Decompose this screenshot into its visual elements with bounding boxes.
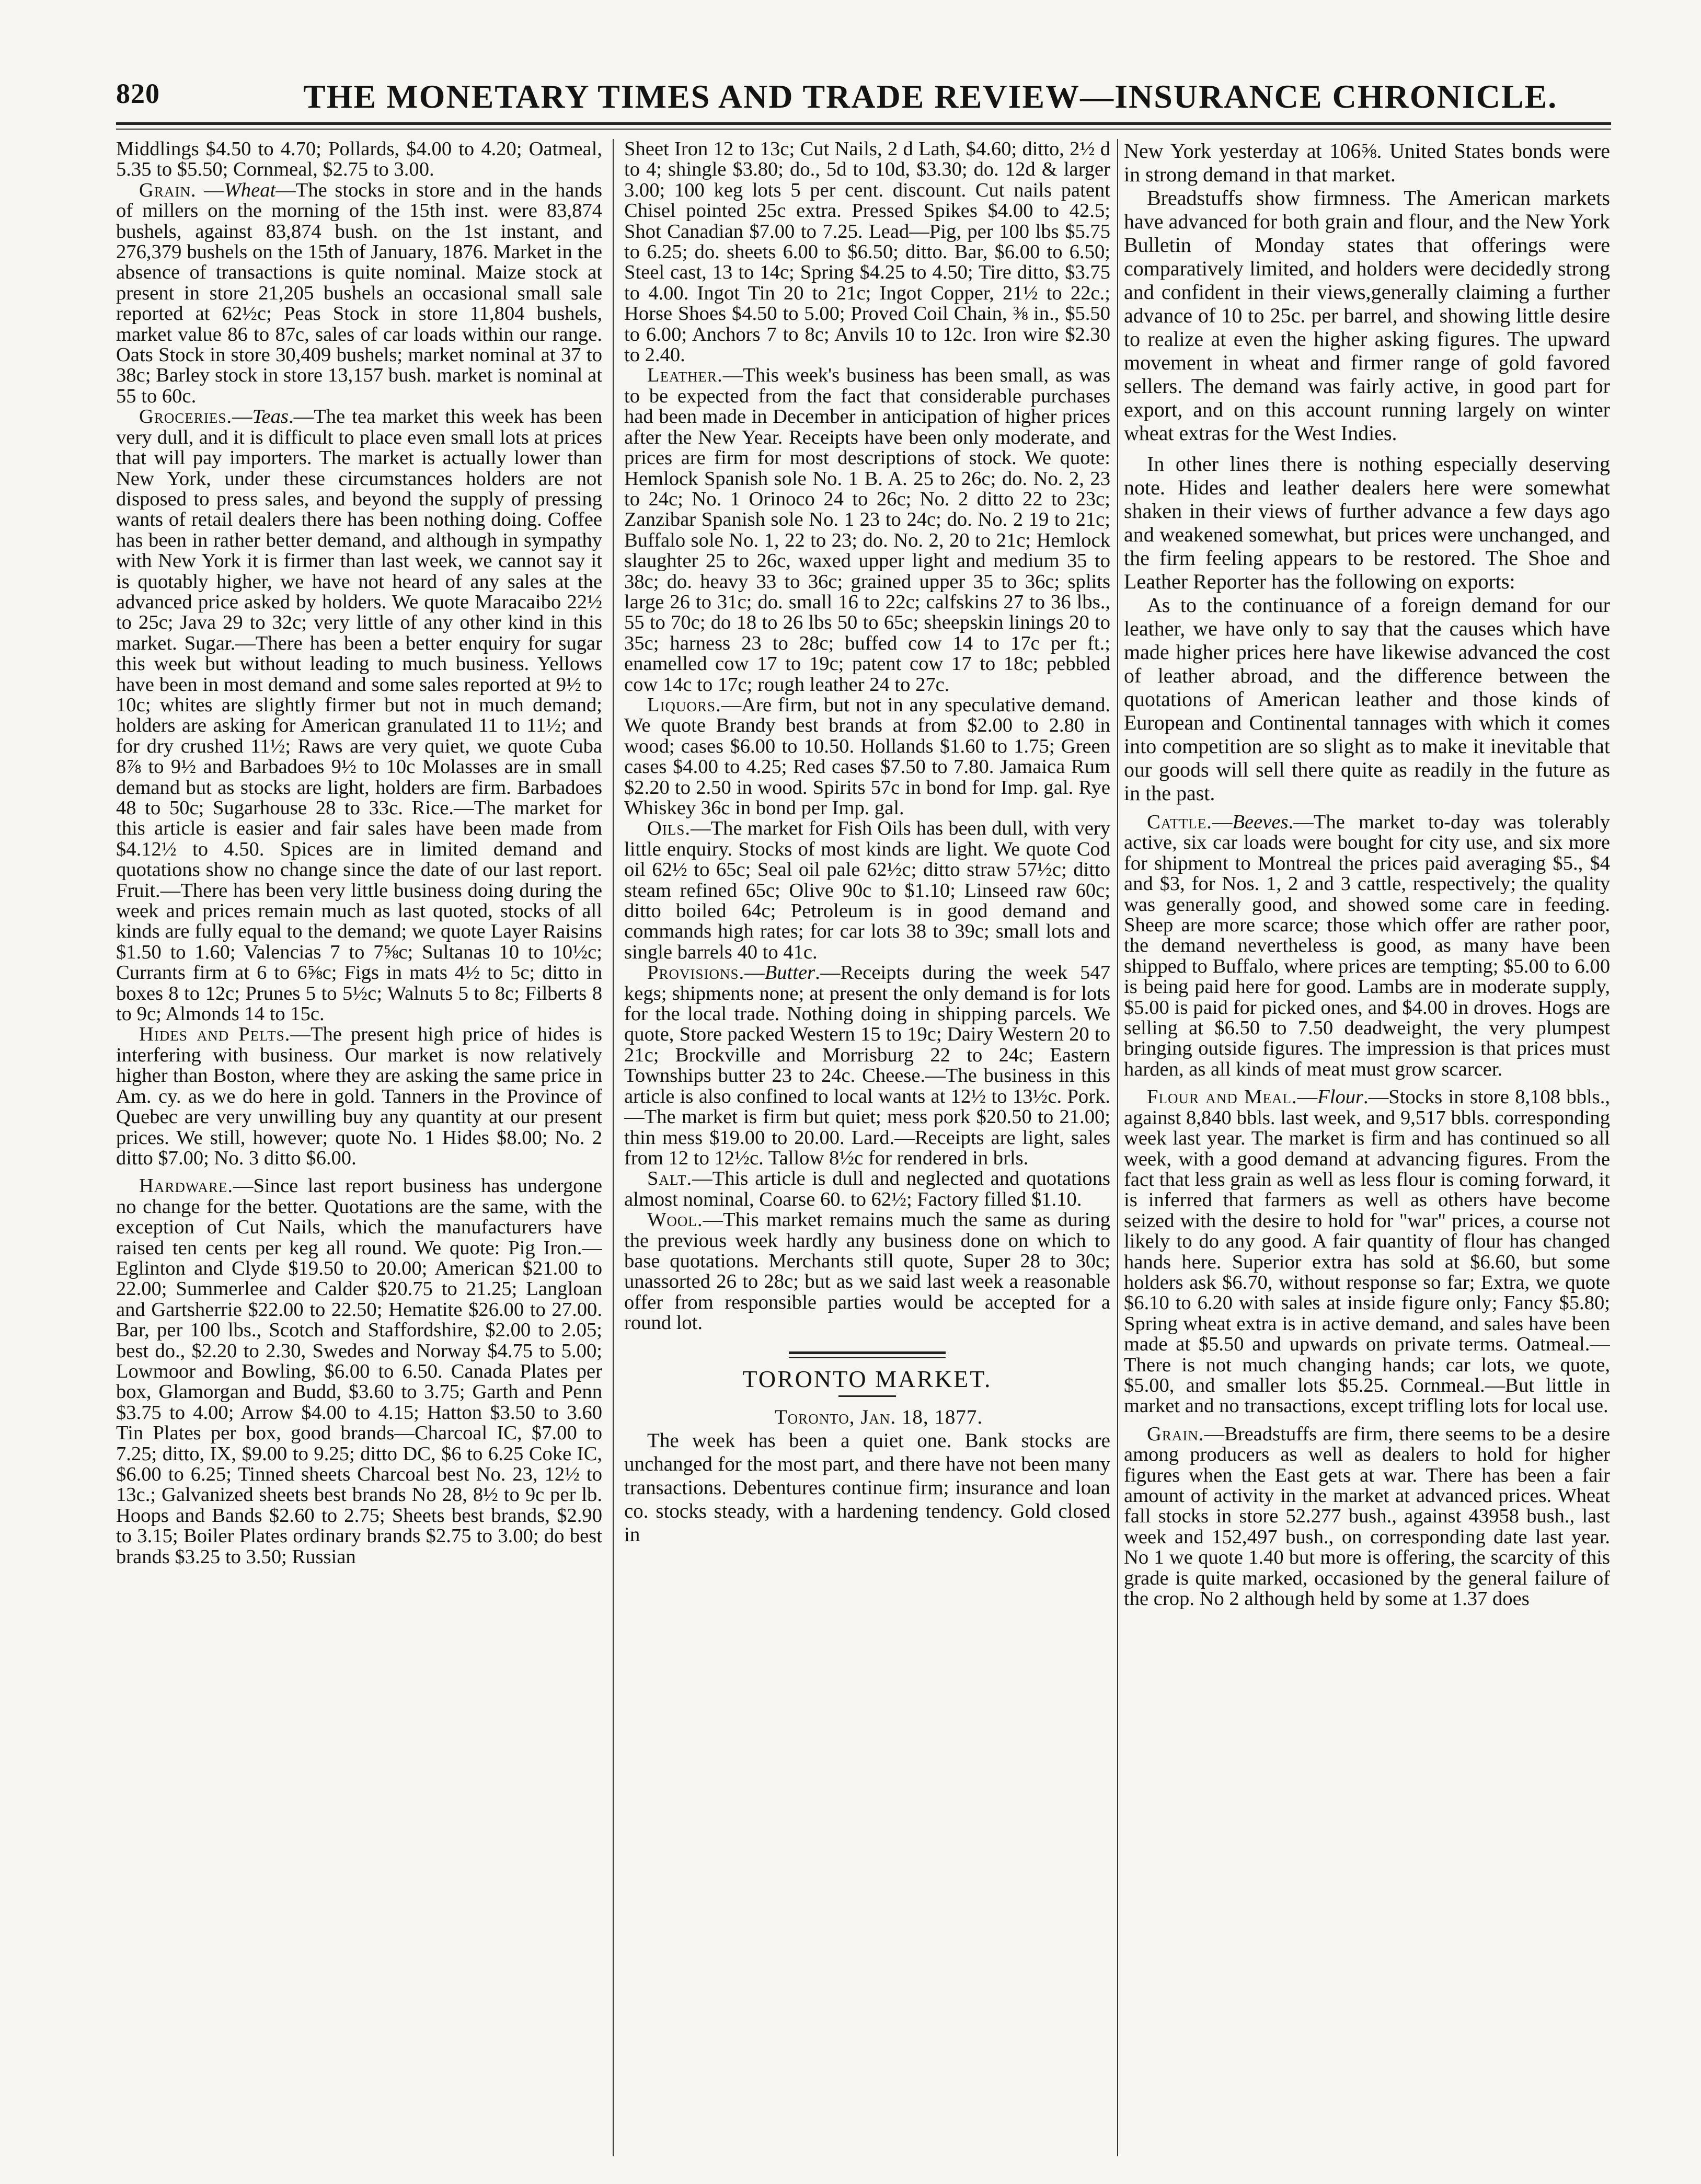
subsection-label-butter: Butter bbox=[764, 962, 815, 984]
paragraph-provisions: Provisions.—Butter.—Receipts during the week 547 kegs; shipments none; at present the only demand is for lots for the local trade. Nothing doing in shipping parcels. We quote, Store packed Western 15 to 19c; Dairy Western 20 to 21c; Brockville and Morrisburg 22 to 24c; Eastern Townships butter 23 to 24c. Cheese.—The business in this article is also confined to local wants at 12½ to 13½c. Pork.—The market is firm but quiet; mess pork $20.50 to 21.00; thin mess $19.00 to 20.00. Lard.—Receipts are light, sales from 12 to 12½c. Tallow 8½c for rendered in brls. bbox=[624, 962, 1110, 1169]
grain-text: —The stocks in store and in the hands of millers on the morning of the 15th inst. were 83,874 bushels, against 83,874 bush. on the 1st instant, and 276,379 bushels on the 15th of January, 1876. Market in the absence of transactions is quite nominal. Maize stock at present in store 21,205 bushels an occasional small sale reported at 62½c; Peas Stock in store 11,804 bushels, market value 86 to 87c, sales of car loads within our range. Oats Stock in store 30,409 bushels; market nominal at 37 to 38c; Barley stock in store 13,157 bush. market is nominal at 55 to 60c. bbox=[116, 179, 602, 407]
running-head-title: THE MONETARY TIMES AND TRADE REVIEW—INSURANCE CHRONICLE. bbox=[303, 78, 1558, 115]
column-left bbox=[116, 139, 602, 2156]
paragraph-other-lines: In other lines there is nothing especially deserving note. Hides and leather dealers here were somewhat shaken in their views of further advance a few days ago and weakened somewhat, but prices were unchanged, and the firm feeling appears to be restored. The Shoe and Leather Reporter has the following on exports: bbox=[1124, 452, 1610, 593]
section-label-wool: Wool. bbox=[647, 1209, 703, 1231]
subsection-label-wheat: Wheat bbox=[224, 179, 276, 201]
column-divider-left bbox=[613, 139, 614, 2156]
flour-text: —Stocks in store 8,108 bbls., against 8,840 bbls. last week, and 9,517 bbls. corresponding week last year. The market is firm and has continued so all week, with a good demand at advancing figures. From the fact that less grain as well as less flour is coming forward, it is inferred that farmers as well as others have become seized with the desire to hold for "war" prices, a course not likely to do any good. A fair quantity of flour has changed hands here. Superior extra has sold at $6.60, but some holders ask $6.70, without response so far; Extra, we quote $6.10 to 6.20 with sales at inside figure only; Fancy $5.80; Spring wheat extra is in active demand, and sales have been made at $5.50 and upwards on private terms. Oatmeal.—There is not much changing hands; car lots, we quote, $5.00, and smaller lots $5.25. Cornmeal.—But little in market and no transactions, except trifling lots for local use. bbox=[1124, 1086, 1610, 1417]
wool-text: —This market remains much the same as during the previous week hardly any business done on which to base quotations. Merchants still quote, Super 28 to 30c; unassorted 26 to 28c; but as we said last week a reasonable offer from responsible parties would be accepted for a round lot. bbox=[624, 1209, 1110, 1334]
section-label-grain-toronto: Grain. bbox=[1147, 1423, 1204, 1445]
paragraph-gold-bonds: New York yesterday at 106⅝. United States bonds were in strong demand in that market. bbox=[1124, 139, 1610, 186]
paragraph-grain: Grain. —Wheat—The stocks in store and in the hands of millers on the morning of the 15th inst. were 83,874 bushels, against 83,874 bush. on the 1st instant, and 276,379 bushels on the 15th of January, 1876. Market in the absence of transactions is quite nominal. Maize stock at present in store 21,205 bushels an occasional small sale reported at 62½c; Peas Stock in store 11,804 bushels, market value 86 to 87c, sales of car loads within our range. Oats Stock in store 30,409 bushels; market nominal at 37 to 38c; Barley stock in store 13,157 bush. market is nominal at 55 to 60c. bbox=[116, 179, 602, 407]
oils-text: —The market for Fish Oils has been dull, with very little enquiry. Stocks of most kinds are light. We quote Cod oil 62½ to 65c; Seal oil pale 62½c; ditto straw 57½c; ditto steam refined 65c; Olive 90c to $1.10; Linseed raw 60c; ditto boiled 64c; Petroleum is in good demand and commands high rates; for car lots 38 to 39c; small lots and single barrels 40 to 41c. bbox=[624, 817, 1110, 963]
section-divider-rule bbox=[789, 1351, 946, 1357]
column-middle bbox=[624, 139, 1110, 2156]
header-rule bbox=[116, 122, 1611, 125]
toronto-dateline: Toronto, Jan. 18, 1877. bbox=[774, 1405, 983, 1428]
header-rule-thin bbox=[116, 129, 1611, 130]
toronto-market-heading: TORONTO MARKET. bbox=[742, 1365, 992, 1392]
paragraph-hides bbox=[116, 1024, 602, 1169]
column-right bbox=[1124, 139, 1610, 2156]
section-label-groceries: Groceries. bbox=[139, 406, 233, 428]
subsection-label-beeves: Beeves bbox=[1232, 811, 1289, 833]
paragraph-hardware bbox=[116, 1176, 602, 1567]
hardware-text: —Since last report business has undergone no change for the better. Quotations are the same, with the exception of Cut Nails, which the manufacturers have raised ten cents per keg all round. We quote: Pig Iron.—Eglinton and Clyde $19.50 to 20.00; American $21.00 to 22.00; Summerlee and Calder $20.75 to 21.25; Langloan and Gartsherrie $22.00 to 22.50; Hematite $26.00 to 27.00. Bar, per 100 lbs., Scotch and Staffordshire, $2.00 to 2.05; best do., $2.20 to 2.30, Swedes and Norway $4.75 to 5.00; Lowmoor and Bowling, $6.00 to 6.50. Canada Plates per box, Glamorgan and Budd, $3.60 to 3.75; Garth and Penn $3.75 to 4.00; Arrow $4.00 to 4.15; Hatton $3.50 to 3.60 Tin Plates per box, good brands—Charcoal IC, $7.00 to 7.25; ditto, IX, $9.00 to 9.25; ditto DC, $6 to 6.25 Coke IC, $6.00 to 6.25; Tinned sheets Charcoal best No. 23, 12½ to 13c.; Galvanized sheets best brands No 28, 8½ to 9c per lb. Hoops and Bands $2.60 to 2.75; Sheets best brands, $2.90 to 3.15; Boiler Plates ordinary brands $2.75 to 3.00; do best brands $3.25 to 3.50; Russian bbox=[116, 1175, 602, 1568]
section-label-flour-meal: Flour and Meal. bbox=[1147, 1086, 1297, 1108]
paragraph-toronto-market: The week has been a quiet one. Bank stocks are unchanged for the most part, and there have not been many transactions. Debentures continue firm; insurance and loan co. stocks steady, with a hardening tendency. Gold closed in bbox=[624, 1429, 1110, 1546]
leather-text: —This week's business has been small, as was to be expected from the fact that considerable purchases had been made in December in anticipation of higher prices after the New Year. Receipts have been only moderate, and prices are firm for most descriptions of stock. We quote: Hemlock Spanish sole No. 1 B. A. 25 to 26c; do. No. 2, 23 to 24c; No. 1 Orinoco 24 to 26c; No. 2 ditto 22 to 23c; Zanzibar Spanish sole No. 1 23 to 24c; do. No. 2 19 to 21c; Buffalo sole No. 1, 22 to 23; do. No. 2, 20 to 21c; Hemlock slaughter 25 to 26c, waxed upper light and medium 35 to 38c; do. heavy 33 to 36c; grained upper 35 to 36c; splits large 26 to 31c; do. small 16 to 22c; calfskins 27 to 36 lbs., 55 to 70c; do 18 to 26 lbs 50 to 65c; sheepskin linings 20 to 35c; harness 23 to 28c; buffed cow 14 to 17c per ft.; enamelled cow 17 to 19c; patent cow 17 to 18c; pebbled cow 14c to 17c; rough leather 24 to 27c. bbox=[624, 364, 1110, 696]
paragraph-toronto-grain bbox=[1124, 1424, 1610, 1610]
paragraph-cattle: Cattle.—Beeves.—The market to-day was tolerably active, six car loads were bought for city use, and six more for shipment to Montreal the prices paid averaging $5., $4 and $3, for Nos. 1, 2 and 3 cattle, respectively; the quality was generally good, and showed some care in feeding. Sheep are more scarce; those which offer are rather poor, the demand nevertheless is good, as many have been shipped to Buffalo, where prices are tempting; $5.00 to 6.00 is being paid here for good. Lambs are in moderate supply, $5.00 is paid for picked ones, and $4.00 in droves. Hogs are selling at $6.50 to 7.50 deadweight, the very plumpest bringing outside figures. The impression is that prices must harden, as all kinds of meat must grow scarcer. bbox=[1124, 811, 1610, 1080]
section-label-hardware: Hardware. bbox=[139, 1175, 234, 1197]
paragraph-leather bbox=[624, 365, 1110, 695]
section-label-hides: Hides and Pelts. bbox=[139, 1023, 291, 1046]
salt-text: —This article is dull and neglected and quotations almost nominal, Coarse 60. to 62½; Factory filled $1.10. bbox=[624, 1168, 1110, 1210]
section-label-provisions: Provisions. bbox=[647, 962, 745, 984]
section-label-cattle: Cattle. bbox=[1147, 811, 1212, 833]
paragraph-mill-feed: Middlings $4.50 to 4.70; Pollards, $4.00 to 4.20; Oatmeal, 5.35 to $5.50; Cornmeal, $2.75 to 3.00. bbox=[116, 139, 602, 181]
section-label-salt: Salt. bbox=[647, 1168, 693, 1190]
subsection-label-flour: Flour bbox=[1317, 1086, 1364, 1108]
hides-text: —The present high price of hides is interfering with business. Our market is now relatively higher than Boston, where they are asking the same price in Am. cy. as we do here in gold. Tanners in the Province of Quebec are very unwilling buy any quantity at our present prices. We still, however; quote No. 1 Hides $8.00; No. 2 ditto $7.00; No. 3 ditto $6.00. bbox=[116, 1023, 602, 1169]
paragraph-breadstuffs: Breadstuffs show firmness. The American markets have advanced for both grain and flour, and the New York Bulletin of Monday states that offerings were comparatively limited, and holders were decidedly strong and confident in their views,generally claiming a further advance of 10 to 25c. per barrel, and showing little desire to realize at even the higher asking figures. The upward movement in wheat and firmer range of gold favored sellers. The demand was fairly active, in good part for export, and on this account running largely on winter wheat extras for the West Indies. bbox=[1124, 186, 1610, 445]
paragraph-wool bbox=[624, 1210, 1110, 1333]
toronto-market-section bbox=[624, 1405, 1110, 1546]
column-divider-right bbox=[1117, 139, 1118, 2156]
section-label-liquors: Liquors. bbox=[647, 694, 721, 716]
section-label-leather: Leather. bbox=[647, 364, 723, 387]
heading-underline bbox=[838, 1395, 896, 1397]
paragraph-salt bbox=[624, 1169, 1110, 1210]
liquors-text: —Are firm, but not in any speculative demand. We quote Brandy best brands at from $2.00 to 2.80 in wood; cases $6.00 to 10.50. Hollands $1.60 to 1.75; Green cases $4.00 to 4.25; Red cases $7.50 to 7.80. Jamaica Rum $2.20 to 2.50 in wood. Spirits 57c in bond for Imp. gal. Rye Whiskey 36c in bond per Imp. gal. bbox=[624, 694, 1110, 819]
subsection-label-teas: Teas bbox=[252, 406, 289, 428]
section-label-oils: Oils. bbox=[647, 817, 691, 840]
paragraph-liquors bbox=[624, 695, 1110, 818]
provisions-text: —Receipts during the week 547 kegs; shipments none; at present the only demand is for lots for the local trade. Nothing doing in shipping parcels. We quote, Store packed Western 15 to 19c; Dairy Western 20 to 21c; Brockville and Morrisburg 22 to 24c; Eastern Townships butter 23 to 24c. Cheese.—The business in this article is also confined to local wants at 12½ to 13½c. Pork.—The market is firm but quiet; mess pork $20.50 to 21.00; thin mess $19.00 to 20.00. Lard.—Receipts are light, sales from 12 to 12½c. Tallow 8½c for rendered in brls. bbox=[624, 962, 1110, 1169]
groceries-text: —The tea market this week has been very dull, and it is difficult to place even small lots at prices that will pay importers. The market is actually lower than New York, under these circumstances holders are not disposed to press sales, and beyond the supply of pressing wants of retail dealers there has been nothing doing. Coffee has been in rather better demand, and although in sympathy with New York it is firmer than last week, we cannot say it is quotably higher, we have not heard of any sales at the advanced price asked by holders. We quote Maracaibo 22½ to 25c; Java 29 to 32c; very little of any other kind in this market. Sugar.—There has been a better enquiry for sugar this week but without leading to much business. Yellows have been in most demand and some sales reported at 9½ to 10c; whites are slightly firmer but not in much demand; holders are asking for American granulated 11 to 11½; and for dry crushed 11½; Raws are very quiet, we quote Cuba 8⅞ to 9½ and Barbadoes 9½ to 10c Molasses are in small demand but as stocks are light, holders are firm. Barbadoes 48 to 50c; Sugarhouse 28 to 33c. Rice.—The market for this article is easier and fair sales have been made from $4.12½ to 4.50. Spices are in limited demand and quotations show no change since the date of our last report. Fruit.—There has been very little business doing during the week and prices remain much as last quoted, stocks of all kinds are fully equal to the demand; we quote Layer Raisins $1.50 to 1.60; Valencias 7 to 7⅝c; Sultanas 10 to 10½c; Currants firm at 6 to 6⅝c; Figs in mats 4½ to 5c; ditto in boxes 8 to 12c; Prunes 5 to 5½c; Walnuts 5 to 8c; Filberts 8 to 9c; Almonds 14 to 15c. bbox=[116, 406, 602, 1025]
section-label-grain: Grain. bbox=[139, 179, 197, 201]
paragraph-flour-meal: Flour and Meal.—Flour.—Stocks in store 8,108 bbls., against 8,840 bbls. last week, and 9,517 bbls. corresponding week last year. The market is firm and has continued so all week, with a good demand at advancing figures. From the fact that less grain as well as less flour is coming forward, it is inferred that farmers as well as others have become seized with the desire to hold for "war" prices, a course not likely to do any good. A fair quantity of flour has changed hands here. Superior extra has sold at $6.60, but some holders ask $6.70, without response so far; Extra, we quote $6.10 to 6.20 with sales at inside figure only; Fancy $5.80; Spring wheat extra is in active demand, and sales have been made at $5.50 and upwards on private terms. Oatmeal.—There is not much changing hands; car lots, we quote, $5.00, and smaller lots $5.25. Cornmeal.—But little in market and no transactions, except trifling lots for local use. bbox=[1124, 1086, 1610, 1417]
page-number: 820 bbox=[116, 78, 160, 109]
cattle-text: —The market to-day was tolerably active, six car loads were bought for city use, and six more for shipment to Montreal the prices paid averaging $5., $4 and $3, for Nos. 1, 2 and 3 cattle, respectively; the quality was generally good, and showed some care in feeding. Sheep are more scarce; those which offer are rather poor, the demand nevertheless is good, as many have been shipped to Buffalo, where prices are tempting; $5.00 to 6.00 is being paid here for good. Lambs are in moderate supply, $5.00 is paid for picked ones, and $4.00 in droves. Hogs are selling at $6.50 to 7.50 deadweight, the very plumpest bringing outside figures. The impression is that prices must harden, as all kinds of meat must grow scarcer. bbox=[1124, 811, 1610, 1080]
paragraph-oils bbox=[624, 818, 1110, 963]
paragraph-iron-continued: Sheet Iron 12 to 13c; Cut Nails, 2 d Lath, $4.60; ditto, 2½ d to 4; shingle $3.80; do., 5d to 10d, $3.30; do. 12d & larger 3.00; 100 keg lots 5 per cent. discount. Cut nails patent Chisel pointed 25c extra. Pressed Spikes $4.00 to 42.5; Shot Canadian $7.00 to 7.25. Lead—Pig, per 100 lbs $5.75 to 6.25; do. sheets 6.00 to $6.50; ditto. Bar, $6.00 to 6.50; Steel cast, 13 to 14c; Spring $4.25 to 4.50; Tire ditto, $3.75 to 4.00. Ingot Tin 20 to 21c; Ingot Copper, 21½ to 22c.; Horse Shoes $4.50 to 5.00; Proved Coil Chain, ⅜ in., $5.50 to 6.00; Anchors 7 to 8c; Anvils 10 to 12c. Iron wire $2.30 to 2.40. bbox=[624, 139, 1110, 366]
paragraph-leather-exports-quote: As to the continuance of a foreign demand for our leather, we have only to say that the causes which have made higher prices here have likewise advanced the cost of leather abroad, and the difference between the quotations of American leather and those kinds of European and Continental tannages with which it comes into competition are so slight as to make it inevitable that our goods will sell there quite as readily in the future as in the past. bbox=[1124, 593, 1610, 805]
paragraph-groceries: Groceries.—Teas.—The tea market this week has been very dull, and it is difficult to place even small lots at prices that will pay importers. The market is actually lower than New York, under these circumstances holders are not disposed to press sales, and beyond the supply of pressing wants of retail dealers there has been nothing doing. Coffee has been in rather better demand, and although in sympathy with New York it is firmer than last week, we cannot say it is quotably higher, we have not heard of any sales at the advanced price asked by holders. We quote Maracaibo 22½ to 25c; Java 29 to 32c; very little of any other kind in this market. Sugar.—There has been a better enquiry for sugar this week but without leading to much business. Yellows have been in most demand and some sales reported at 9½ to 10c; whites are slightly firmer but not in much demand; holders are asking for American granulated 11 to 11½; and for dry crushed 11½; Raws are very quiet, we quote Cuba 8⅞ to 9½ and Barbadoes 9½ to 10c Molasses are in small demand but as stocks are light, holders are firm. Barbadoes 48 to 50c; Sugarhouse 28 to 33c. Rice.—The market for this article is easier and fair sales have been made from $4.12½ to 4.50. Spices are in limited demand and quotations show no change since the date of our last report. Fruit.—There has been very little business doing during the week and prices remain much as last quoted, stocks of all kinds are fully equal to the demand; we quote Layer Raisins $1.50 to 1.60; Valencias 7 to 7⅝c; Sultanas 10 to 10½c; Currants firm at 6 to 6⅝c; Figs in mats 4½ to 5c; ditto in boxes 8 to 12c; Prunes 5 to 5½c; Walnuts 5 to 8c; Filberts 8 to 9c; Almonds 14 to 15c. bbox=[116, 406, 602, 1025]
toronto-grain-text: —Breadstuffs are firm, there seems to be a desire among producers as well as dealers to hold for higher figures when the East gets at war. There has been a fair amount of activity in the market at advanced prices. Wheat fall stocks in store 52.277 bush., against 43958 bush., last week and 152,497 bush., on corresponding date last year. No 1 we quote 1.40 but more is offering, the scarcity of this grade is quite marked, occasioned by the general failure of the crop. No 2 although held by some at 1.37 does bbox=[1124, 1423, 1610, 1610]
